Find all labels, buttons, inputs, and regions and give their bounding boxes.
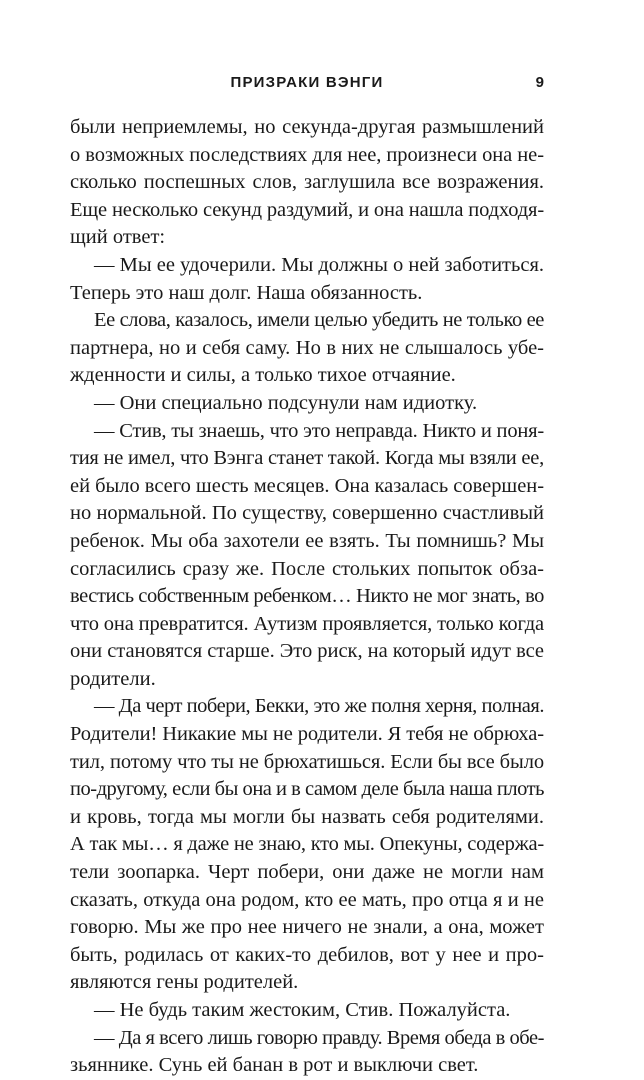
text-line: Ее слова, казалось, имели целью убедить не только ее [94,309,545,332]
text-line: говорю. Мы же про нее ничего не знали, а она, может [70,916,544,939]
body-text [70,114,544,1080]
text-line: ей было всего шесть месяцев. Она казалась совершен- [70,474,545,497]
text-line: родители. [70,667,156,690]
text-line: — Да я всего лишь говорю правду. Время обеда в обе- [94,1026,544,1049]
text-line: тели зоопарка. Черт побери, они даже не могли нам [70,861,544,884]
running-title: ПРИЗРАКИ ВЭНГИ [230,74,384,91]
text-line: А так мы… я даже не знаю, кто мы. Опекуны, содержа- [70,833,544,856]
text-line: были неприемлемы, но секунда-другая размышлений [70,116,544,138]
text-line: они становятся старше. Это риск, на который идут все [70,640,544,663]
running-head [70,74,544,98]
text-line: — Стив, ты знаешь, что это неправда. Никто и поня- [94,419,544,442]
text-line: и кровь, тогда мы могли бы назвать себя родителями. [70,805,544,828]
text-line: сколько поспешных слов, заглушила все возражения. [70,171,544,194]
page-number: 9 [535,74,544,91]
text-line: о возможных последствиях для нее, произнеси она не- [70,143,544,166]
text-line: Еще несколько секунд раздумий, и она нашла подходя- [70,198,545,221]
text-line: — Не будь таким жестоким, Стив. Пожалуйста. [94,999,511,1021]
text-line: быть, родилась от каких-то дебилов, вот у нее и про- [70,943,544,966]
text-line: Теперь это наш долг. Наша обязанность. [70,281,423,304]
text-line: но нормальной. По существу, совершенно счастливый [70,502,544,525]
text-line: вестись собственным ребенком… Никто не мог знать, во [70,585,544,608]
text-line: партнера, но и себя саму. Но в них не слышалось убе- [70,336,544,359]
text-line: зьяннике. Сунь ей банан в рот и выключи свет. [70,1054,479,1077]
text-line: согласились сразу же. После стольких попыток обза- [70,557,544,580]
text-line: Родители! Никакие мы не родители. Я тебя не обрюха- [70,723,545,746]
text-line: ребенок. Мы оба захотели ее взять. Ты помнишь? Мы [70,529,544,552]
text-line: — Мы ее удочерили. Мы должны о ней заботиться. [94,253,545,276]
text-line: щий ответ: [70,226,166,249]
text-line: являются гены родителей. [70,971,299,994]
text-line: жденности и силы, а только тихое отчаяние. [70,364,456,387]
text-line: — Они специально подсунули нам идиотку. [94,391,478,414]
text-line: — Да черт побери, Бекки, это же полня херня, полная. [94,695,545,718]
text-line: тия не имел, что Вэнга станет такой. Когда мы взяли ее, [70,447,544,470]
text-line: сказать, откуда она родом, кто ее мать, про отца я и не [70,888,544,911]
text-line: тил, потому что ты не брюхатишься. Если бы все было [70,750,545,773]
text-line: что она превратится. Аутизм проявляется, только когда [70,612,544,635]
text-line: по-другому, если бы она и в самом деле была наша плоть [70,778,544,801]
